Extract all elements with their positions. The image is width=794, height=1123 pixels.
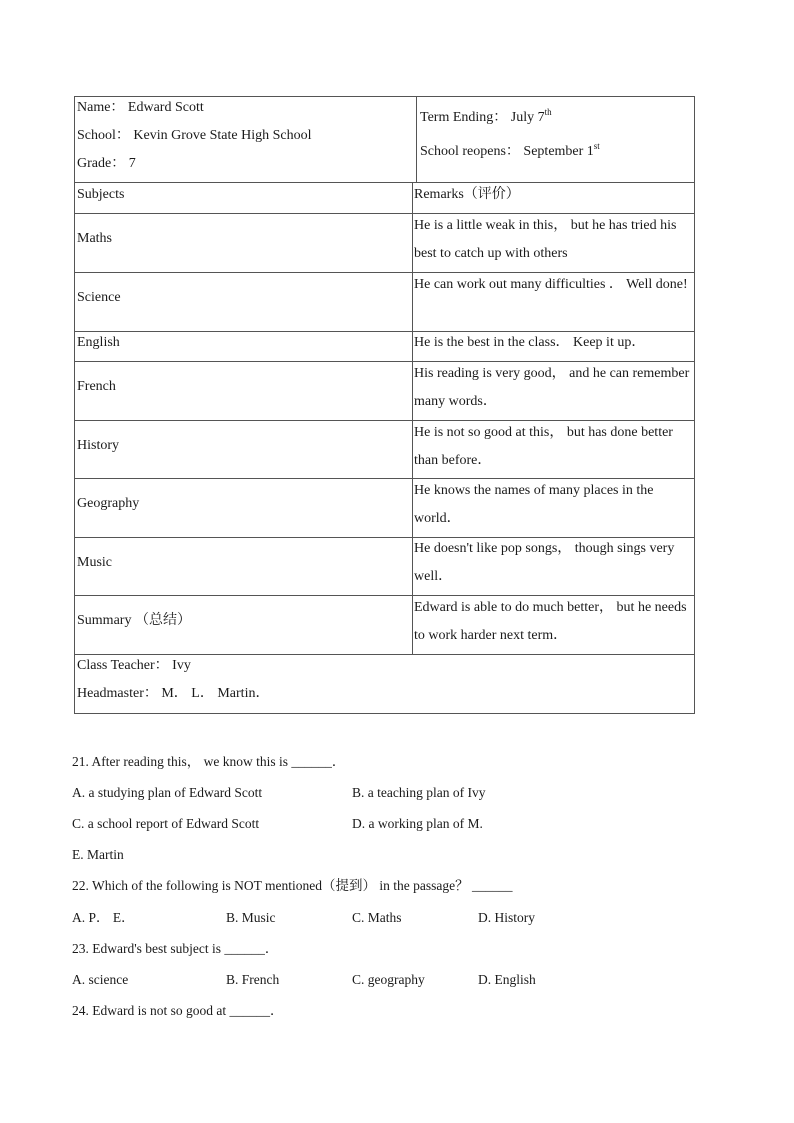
school-reopens: School reopens： September 1st xyxy=(420,141,600,159)
term-ending: Term Ending： July 7th xyxy=(420,107,552,125)
question-21-stem: 21. After reading this， we know this is ______． xyxy=(72,754,346,769)
remark-cell: He knows the names of many places in the world． xyxy=(414,483,654,526)
option-23-c[interactable]: C. geography xyxy=(352,972,425,987)
summary-remark: Edward is able to do much better， but he needs to work harder next term． xyxy=(414,600,687,643)
option-21-b[interactable]: B. a teaching plan of Ivy xyxy=(352,785,486,800)
option-23-a[interactable]: A. science xyxy=(72,972,129,987)
remark-cell: He doesn't like pop songs， though sings very well． xyxy=(414,541,675,584)
subject-cell: Maths xyxy=(77,231,112,246)
summary-label: Summary （总结） xyxy=(77,613,191,628)
option-23-d[interactable]: D. English xyxy=(478,972,536,987)
question-22-stem: 22. Which of the following is NOT mentioned（提到） in the passage？ ______ xyxy=(72,878,513,893)
subject-cell: History xyxy=(77,438,119,453)
column-header-remarks: Remarks（评价） xyxy=(414,187,520,202)
option-22-a[interactable]: A. P． E． xyxy=(72,910,135,925)
subject-cell: French xyxy=(77,379,116,394)
subject-cell: Music xyxy=(77,555,112,570)
student-grade: Grade： 7 xyxy=(77,156,136,171)
question-24-stem: 24. Edward is not so good at ______． xyxy=(72,1003,284,1018)
student-school: School： Kevin Grove State High School xyxy=(77,128,312,143)
remark-cell: He can work out many difficulties ． Well done! xyxy=(414,277,688,292)
remark-cell: His reading is very good， and he can remember many words． xyxy=(414,366,690,409)
subject-cell: Geography xyxy=(77,496,140,511)
option-22-c[interactable]: C. Maths xyxy=(352,910,402,925)
column-header-subjects: Subjects xyxy=(77,187,125,202)
option-22-b[interactable]: B. Music xyxy=(226,910,276,925)
remark-cell: He is a little weak in this， but he has tried his best to catch up with others xyxy=(414,218,677,261)
option-22-d[interactable]: D. History xyxy=(478,910,535,925)
remark-cell: He is not so good at this， but has done better than before． xyxy=(414,425,673,468)
student-name: Name： Edward Scott xyxy=(77,100,204,115)
remark-cell: He is the best in the class． Keep it up． xyxy=(414,335,646,350)
question-23-stem: 23. Edward's best subject is ______． xyxy=(72,941,279,956)
option-21-e[interactable]: E. Martin xyxy=(72,847,124,862)
headmaster: Headmaster： M． L． Martin． xyxy=(77,686,270,701)
option-21-d[interactable]: D. a working plan of M. xyxy=(352,816,483,831)
option-23-b[interactable]: B. French xyxy=(226,972,280,987)
option-21-a[interactable]: A. a studying plan of Edward Scott xyxy=(72,785,263,800)
class-teacher: Class Teacher： Ivy xyxy=(77,658,191,673)
subject-cell: English xyxy=(77,335,120,350)
subject-cell: Science xyxy=(77,290,121,305)
option-21-c[interactable]: C. a school report of Edward Scott xyxy=(72,816,260,831)
